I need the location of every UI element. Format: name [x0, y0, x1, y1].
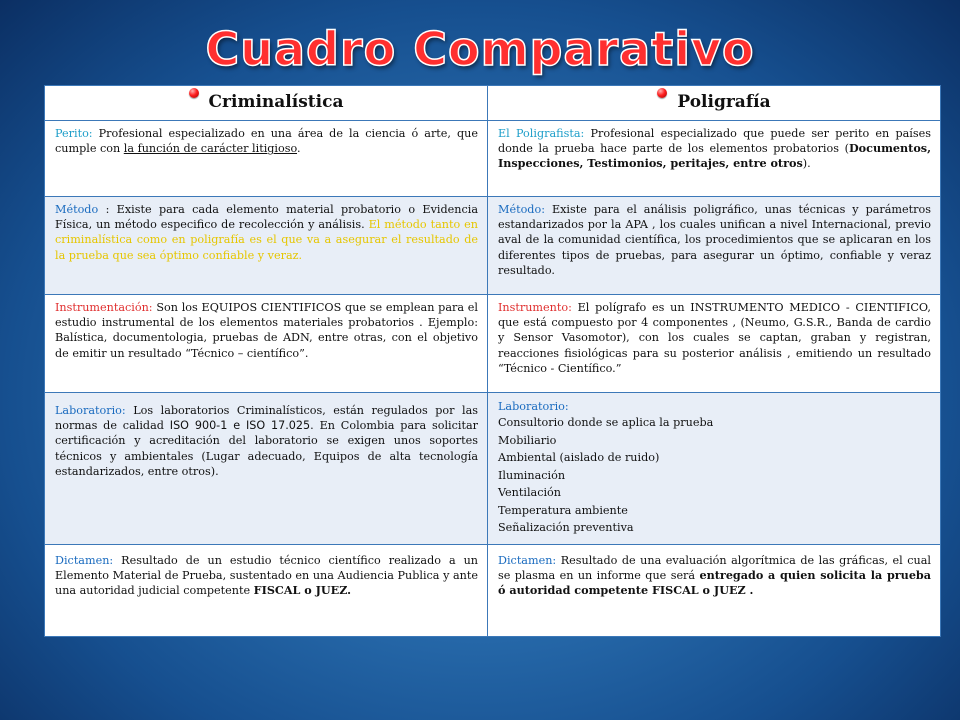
- table-row-perito: [45, 121, 941, 197]
- cell-label: Método:: [498, 203, 545, 216]
- cell-instrumento: Instrumento: El polígrafo es un INSTRUMENTO MEDICO - CIENTIFICO, que está compuesto por 4 componentes , (Neumo, G.S.R., Banda de cardio y Sensor Vasomotor), con los cuales se captan, graban y registran, reacciones fisiológicas para su posterior análisis , emitiendo un resultado “Técnico - Científico.”: [488, 295, 941, 393]
- cell-laboratorio-criminalistica: Laboratorio: Los laboratorios Criminalísticos, están regulados por las normas de calidad ISO 900-1 e ISO 17.025. En Colombia para solicitar certificación y acreditación del laboratorio se exigen unos soportes técnicos y ambientales (Lugar adecuado, Equipos de alta tecnología estandarizados, entre otros).: [45, 393, 488, 545]
- iso-standards: ISO 900-1 e ISO 17.025: [169, 419, 311, 433]
- cell-label: El Poligrafista:: [498, 127, 585, 140]
- list-item: Mobiliario: [498, 433, 557, 447]
- header-row: [45, 86, 941, 121]
- list-item: Ambiental (aislado de ruido): [498, 451, 660, 465]
- cell-perito-criminalistica: Perito: Profesional especializado en una área de la ciencia ó arte, que cumple con la función de carácter litigioso.: [45, 121, 488, 197]
- red-pin-icon: [657, 88, 667, 98]
- cell-metodo-criminalistica: Método : Existe para cada elemento material probatorio o Evidencia Física, un método especifico de recolección y análisis. El método tanto en criminalística como en poligrafía es el que va a asegurar el resultado de la prueba que sea óptimo confiable y veraz.: [45, 197, 488, 295]
- list-item: Ventilación: [498, 486, 561, 500]
- cell-label: Método: [55, 203, 99, 216]
- list-item: Señalización preventiva: [498, 521, 634, 535]
- comparison-table: [44, 85, 941, 637]
- cell-laboratorio-poligrafia: [488, 393, 941, 545]
- table-row-metodo: [45, 197, 941, 295]
- column-header-criminalistica: Criminalística: [45, 86, 488, 121]
- list-item: Temperatura ambiente: [498, 503, 628, 517]
- cell-metodo-poligrafia: Método: Existe para el análisis poligráfico, unas técnicas y parámetros estandarizados por la APA , los cuales unifican a nivel Internacional, previo aval de la comunidad científica, los procedimientos que se aplicaran en los diferentes tipos de pruebas, para asegurar un óptimo, confiable y veraz resultado.: [488, 197, 941, 295]
- list-item: Iluminación: [498, 468, 566, 482]
- table-row-instrumentacion: [45, 295, 941, 393]
- page-title: Cuadro Comparativo: [205, 22, 755, 76]
- cell-dictamen-poligrafia: Dictamen: Resultado de una evaluación algorítmica de las gráficas, el cual se plasma en un informe que será entregado a quien solicita la prueba ó autoridad competente FISCAL o JUEZ .: [488, 545, 941, 637]
- cell-label: Instrumento:: [498, 301, 572, 314]
- cell-label: Laboratorio:: [55, 404, 126, 417]
- cell-label: Perito:: [55, 127, 93, 140]
- laboratorio-list: [498, 414, 931, 537]
- cell-instrumentacion: Instrumentación: Son los EQUIPOS CIENTIFICOS que se emplean para el estudio instrumental de los elementos materiales probatorios . Ejemplo: Balística, documentologia, pruebas de ADN, entre otras, con el objetivo de emitir un resultado “Técnico – científico”.: [45, 295, 488, 393]
- table-row-dictamen: [45, 545, 941, 637]
- column-header-poligrafia: Poligrafía: [488, 86, 941, 121]
- cell-label: Laboratorio:: [498, 400, 569, 413]
- red-pin-icon: [189, 88, 199, 98]
- list-item: Consultorio donde se aplica la prueba: [498, 416, 714, 430]
- cell-label: Instrumentación:: [55, 301, 153, 314]
- cell-poligrafista: El Poligrafista: Profesional especializado que puede ser perito en países donde la prueba hace parte de los elementos probatorios (Documentos, Inspecciones, Testimonios, peritajes, entre otros).: [488, 121, 941, 197]
- table-row-laboratorio: [45, 393, 941, 545]
- cell-label: Dictamen:: [55, 554, 114, 567]
- cell-label: Dictamen:: [498, 554, 557, 567]
- cell-dictamen-criminalistica: Dictamen: Resultado de un estudio técnico científico realizado a un Elemento Material de Prueba, sustentado en una Audiencia Publica y ante una autoridad judicial competente FISCAL o JUEZ.: [45, 545, 488, 637]
